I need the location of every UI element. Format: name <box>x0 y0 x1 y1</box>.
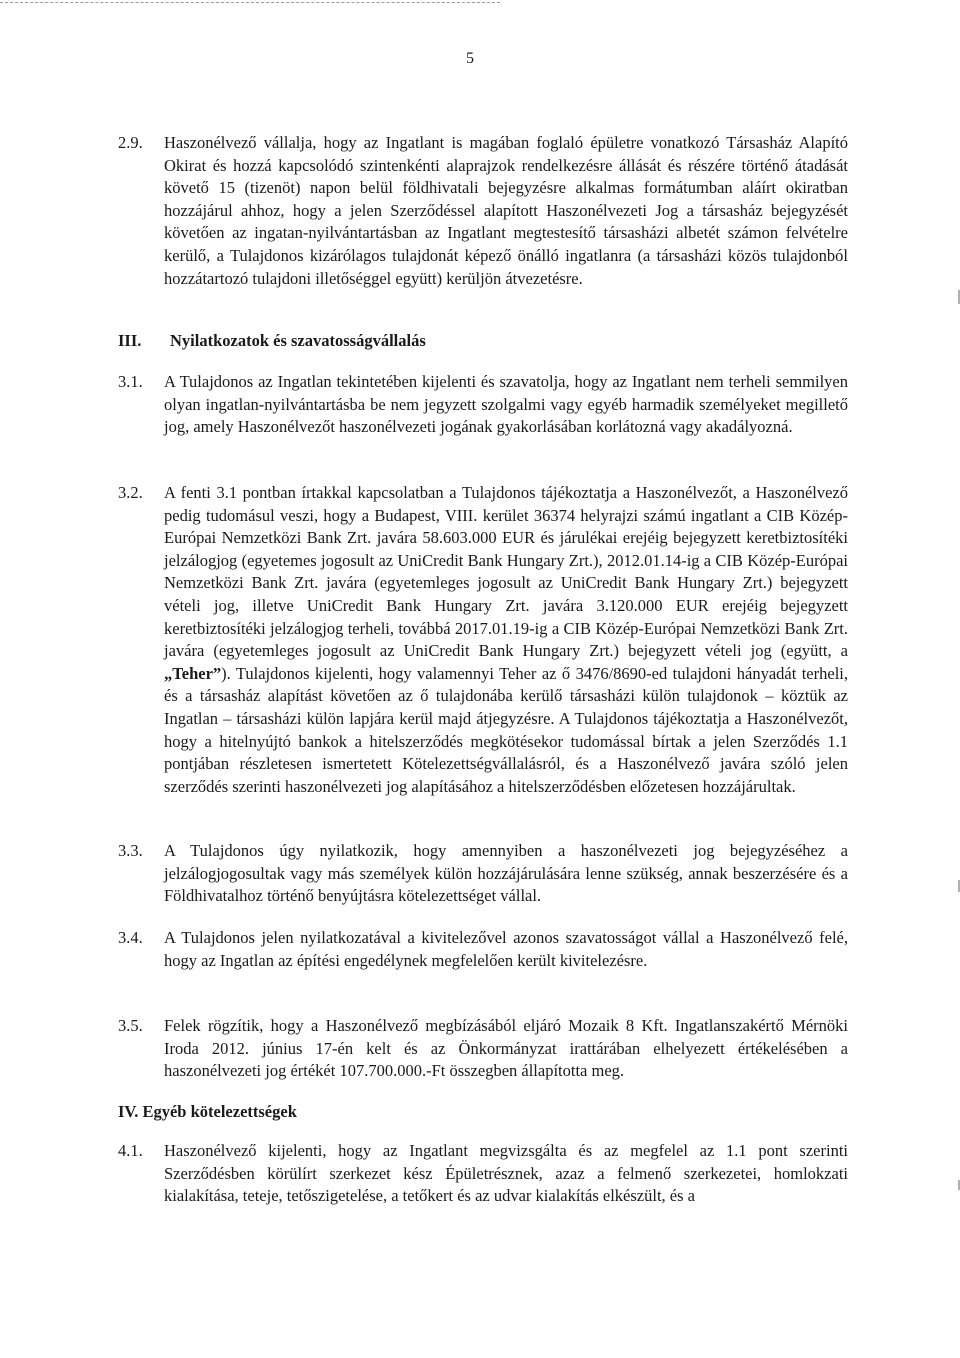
clause-text: A Tulajdonos jelen nyilatkozatával a kivitelezővel azonos szavatosságot vállal a Haszonélvező felé, hogy az Ingatlan az építési engedélynek megfelelően került kivitelezésre. <box>164 928 848 970</box>
clause-text-part: A fenti 3.1 pontban írtakkal kapcsolatban a Tulajdonos tájékoztatja a Haszonélvezőt, a Haszonélvező pedig tudomásul veszi, hogy a Budapest, VIII. kerület 36374 helyrajzi számú ingatlant a CIB Közép-Európai Nemzetközi Bank Zrt. javára 58.603.000 EUR és járulékai erejéig bejegyzett keretbiztosítéki jelzálogjog (egyetemes jogosult az UniCredit Bank Hungary Zrt.), 2012.01.14-ig a CIB Közép-Európai Nemzetközi Bank Zrt. javára (egyetemleges jogosult az UniCredit Bank Hungary Zrt.) bejegyzett vételi jog, illetve UniCredit Bank Hungary Zrt. javára 3.120.000 EUR erejéig bejegyzett keretbiztosítéki jelzálogjog terheli, továbbá 2017.01.19-ig a CIB Közép-Európai Nemzetközi Bank Zrt. javára (egyetemleges jogosult az UniCredit Bank Hungary Zrt.) bejegyzett vételi jog (együtt, a <box>164 483 848 661</box>
section-heading-iii <box>118 330 848 352</box>
clause-text: Haszonélvező vállalja, hogy az Ingatlant is magában foglaló épületre vonatkozó Társasház Alapító Okirat és hozzá kapcsolódó szintenkénti alaprajzok rendelkezésre állását és részére történő átadását követő 15 (tizenöt) napon belül földhivatali bejegyzésre alkalmas formátumban aláírt okiratban hozzájárul ahhoz, hogy a jelen Szerződéssel alapított Haszonélvezeti Jog a társasház bejegyzését követően az ingatan-nyilvántartásban az Ingatlant megtestesítő társasházi albetét számon felvételre kerülő, a Tulajdonos kizárólagos tulajdonát képező önálló ingatlanra (a társasházi közös tulajdonból hozzátartozó tulajdoni illetőséggel együtt) kerüljön átvezetésre. <box>164 133 848 288</box>
clause-number: 3.4. <box>118 928 143 947</box>
clause-4-1 <box>118 1140 848 1208</box>
section-number: III. <box>118 331 142 350</box>
clause-3-3 <box>118 840 848 908</box>
section-title: IV. Egyéb kötelezettségek <box>118 1102 297 1121</box>
section-title: Nyilatkozatok és szavatosságvállalás <box>170 331 426 350</box>
clause-number: 3.5. <box>118 1016 143 1035</box>
clause-3-2 <box>118 482 848 798</box>
top-edge-rule <box>0 2 500 3</box>
clause-text <box>164 482 848 798</box>
page-number: 5 <box>466 50 474 67</box>
clause-number: 3.1. <box>118 372 143 391</box>
clause-number: 4.1. <box>118 1141 143 1160</box>
clause-number: 2.9. <box>118 133 143 152</box>
clause-number: 3.2. <box>118 483 143 502</box>
clause-text: Haszonélvező kijelenti, hogy az Ingatlant megvizsgálta és az megfelel az 1.1 pont szerinti Szerződésben körülírt szerkezet kész Épületrésznek, azaz a felmenő szerkezetei, homlokzati kialakítása, teteje, tetőszigetelése, a tetőkert és az udvar kialakítás elkészült, és a <box>164 1141 848 1206</box>
clause-text: Felek rögzítik, hogy a Haszonélvező megbízásából eljáró Mozaik 8 Kft. Ingatlanszakértő Mérnöki Iroda 2012. június 17-én kelt és az Önkormányzat irattárában elhelyezett értékelésében a haszonélvezeti jog értékét 107.700.000.-Ft összegben állapította meg. <box>164 1016 848 1081</box>
section-heading-iv <box>118 1101 848 1123</box>
clause-2-9 <box>118 132 848 290</box>
clause-3-4 <box>118 927 848 972</box>
clause-3-5 <box>118 1015 848 1083</box>
clause-text: A Tulajdonos úgy nyilatkozik, hogy amennyiben a haszonélvezeti jog bejegyzéséhez a jelzálogjogosultak vagy más személyek külön hozzájárulására lenne szükség, annak beszerzésére és a Földhivatalhoz történő benyújtásra kötelezettséget vállal. <box>164 841 848 906</box>
clause-3-1 <box>118 371 848 439</box>
defined-term-teher: „Teher” <box>164 663 222 683</box>
clause-text: A Tulajdonos az Ingatlan tekintetében kijelenti és szavatolja, hogy az Ingatlant nem terheli semmilyen olyan ingatlan-nyilvántartásba be nem jegyzett szolgalmi vagy egyéb harmadik személyeket megillető jog, amely Haszonélvezőt haszonélvezeti jogának gyakorlásában korlátozná vagy akadályozná. <box>164 372 848 437</box>
clause-number: 3.3. <box>118 841 143 860</box>
clause-text-part: ). Tulajdonos kijelenti, hogy valamennyi Teher az ő 3476/8690-ed tulajdoni hányadát terheli, és a társasház alapítást követően az ő tulajdonába kerülő társasházi külön tulajdonok – köztük az Ingatlan – társasházi külön lapjára kerül majd átjegyzésre. A Tulajdonos tájékoztatja a Haszonélvezőt, hogy a hitelnyújtó bankok a hitelszerződés megkötésekor tudomással bírtak a jelen Szerződés 1.1 pontjában részletesen ismertetett Kötelezettségvállalásról, és a Haszonélvező javára szóló jelen szerződés szerinti haszonélvezeti jog alapításához a hitelszerződésben előzetesen hozzájárultak. <box>164 663 848 796</box>
